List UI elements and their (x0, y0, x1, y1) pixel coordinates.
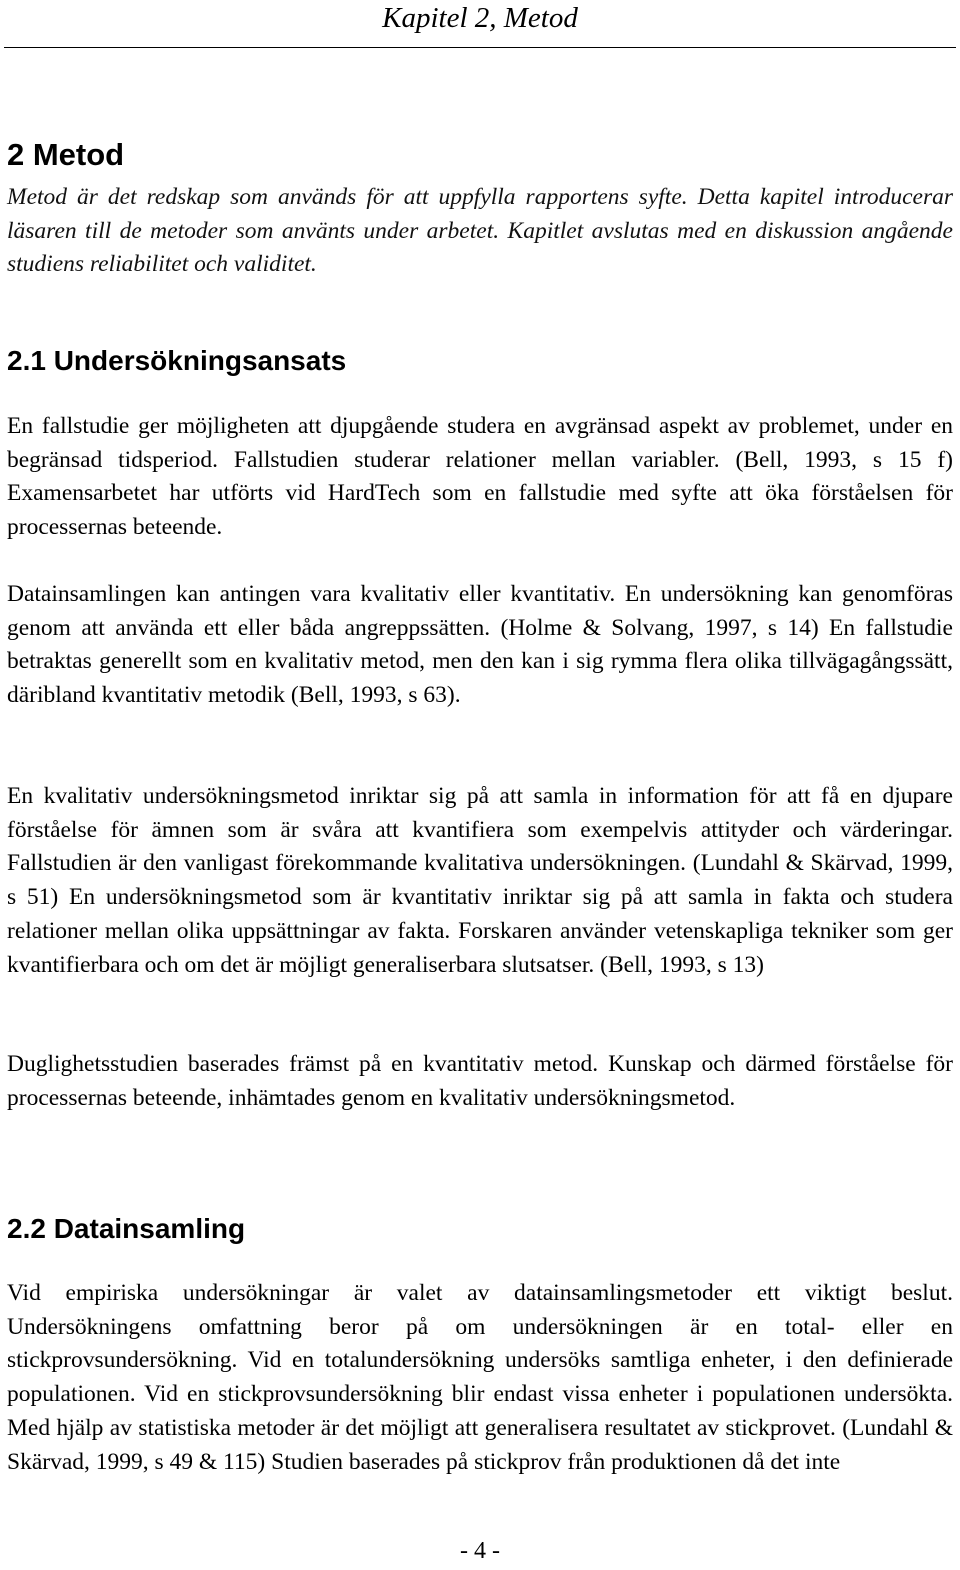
section-2-1-paragraph-4: Duglighetsstudien baserades främst på en kvantitativ metod. Kunskap och därmed förståelse för processernas beteende, inhämtades genom en kvalitativ undersökningsmetod. (7, 1051, 953, 1111)
section-heading-2-1: 2.1 Undersökningsansats (7, 345, 347, 376)
chapter-intro: Metod är det redskap som används för att uppfylla rapportens syfte. Detta kapitel introducerar läsaren till de metoder som använts under arbetet. Kapitlet avslutas med en diskussion angående studiens reliabilitet och validitet. (7, 184, 953, 278)
section-2-1-paragraph-3: En kvalitativ undersökningsmetod inriktar sig på att samla in information för att få en djupare förståelse för ämnen som är svåra att kvantifiera som exempelvis attityder och värderingar. Fallstudien är den vanligast förekommande kvalitativa undersökningen. (Lundahl & Skärvad, 1999, s 51) En undersökningsmetod som är kvantitativ inriktar sig på att samla in fakta och studera relationer mellan olika uppsättningar av fakta. Forskaren använder vetenskapliga tekniker som ger kvantifierbara och om det är möjligt generaliserbara slutsatser. (Bell, 1993, s 13) (7, 783, 953, 978)
section-heading-2-2: 2.2 Datainsamling (7, 1213, 246, 1244)
section-2-2-paragraph-1: Vid empiriska undersökningar är valet av datainsamlingsmetoder ett viktigt beslut. Undersökningens omfattning beror på om undersökningen är en total- eller en stickprovsundersökning. Vid en totalundersökning undersöks samtliga enheter, i den definierade populationen. Vid en stickprovsundersökning blir endast vissa enheter i populationen undersökta. Med hjälp av statistiska metoder är det möjligt att generalisera resultatet av stickprovet. (Lundahl & Skärvad, 1999, s 49 & 115) Studien baserades på stickprov från produktionen då det inte (7, 1280, 953, 1475)
running-header: Kapitel 2, Metod (382, 2, 578, 34)
header-divider (4, 47, 956, 48)
section-2-1-paragraph-1: En fallstudie ger möjligheten att djupgående studera en avgränsad aspekt av problemet, under en begränsad tidsperiod. Fallstudien studerar relationer mellan variabler. (Bell, 1993, s 15 f) Examensarbetet har utförts vid HardTech som en fallstudie med syfte att öka förståelsen för processernas beteende. (7, 413, 953, 541)
chapter-heading: 2 Metod (7, 137, 125, 172)
page-number: - 4 - (460, 1538, 500, 1564)
section-2-1-paragraph-2: Datainsamlingen kan antingen vara kvalitativ eller kvantitativ. En undersökning kan genomföras genom att använda ett eller båda angreppssätten. (Holme & Solvang, 1997, s 14) En fallstudie betraktas generellt som en kvalitativ metod, men den kan i sig rymma flera olika tillvägagångssätt, däribland kvantitativ metodik (Bell, 1993, s 63). (7, 581, 953, 709)
